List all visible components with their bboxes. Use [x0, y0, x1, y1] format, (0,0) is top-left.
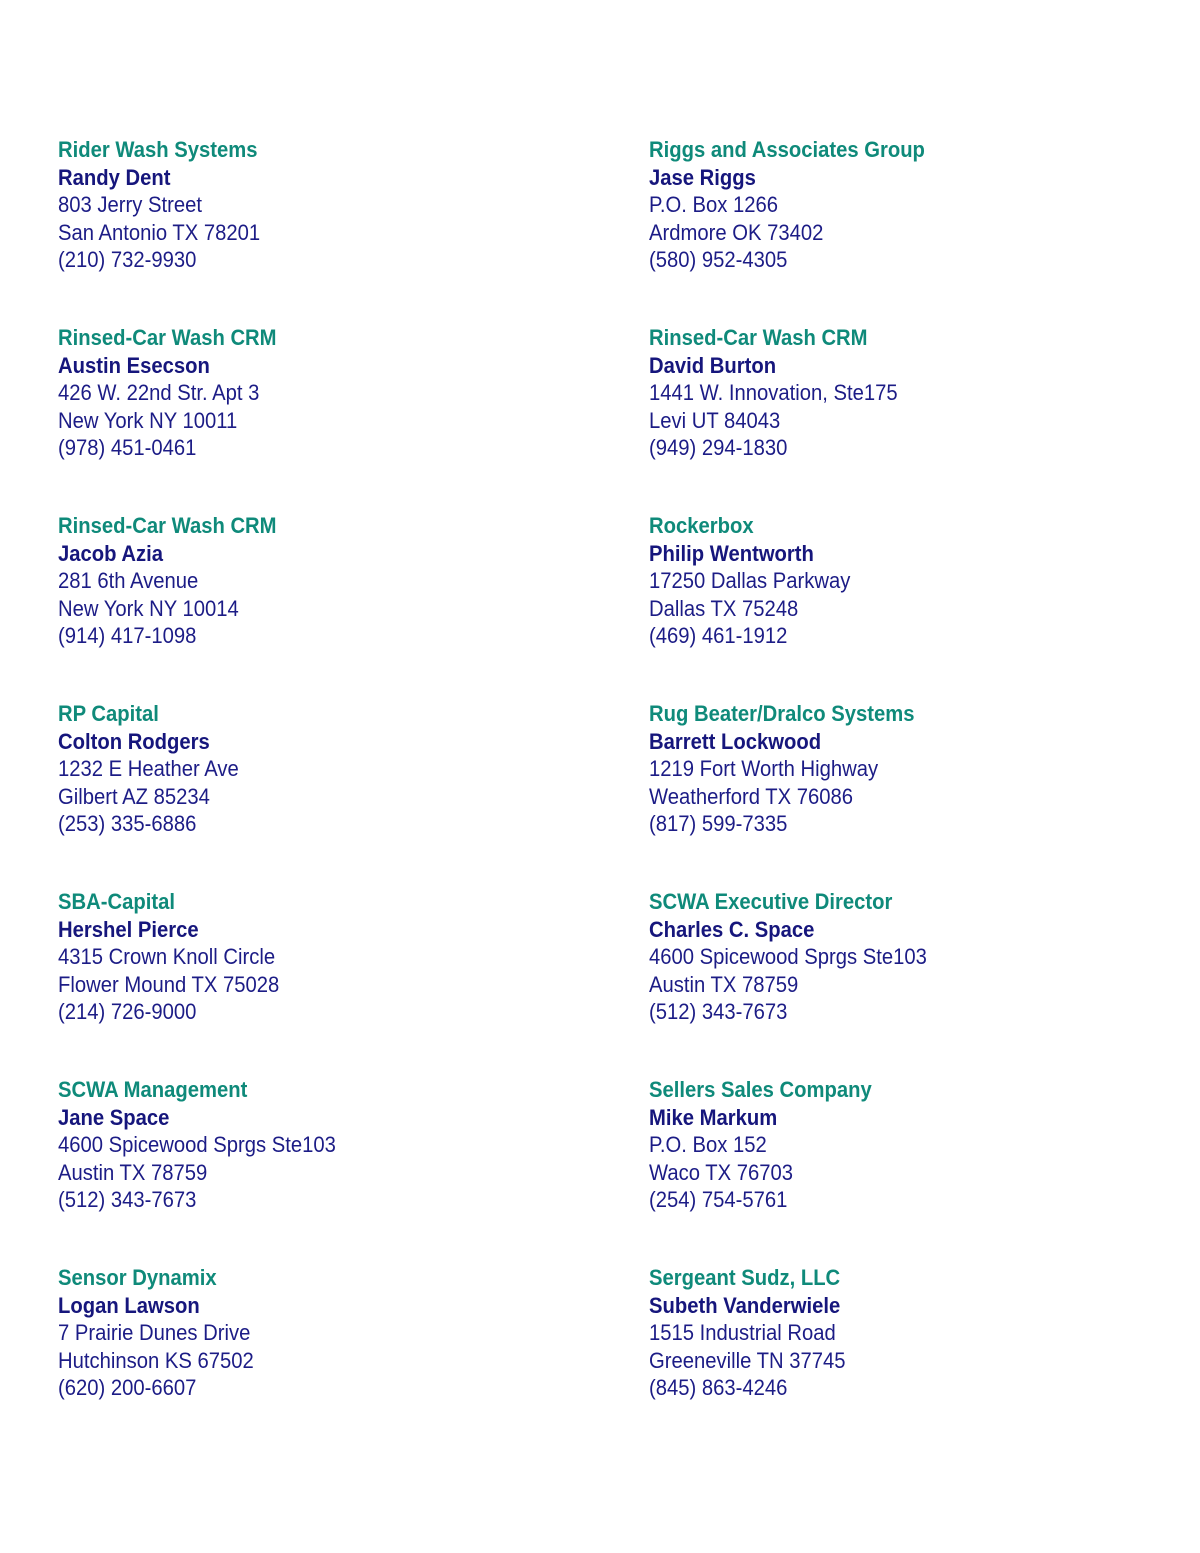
city-state-zip: Austin TX 78759 — [649, 971, 799, 997]
street-address: 4600 Spicewood Sprgs Ste103 — [649, 944, 927, 969]
company-name: Sergeant Sudz, LLC — [649, 1265, 841, 1290]
phone-number: (512) 343-7673 — [649, 999, 788, 1024]
company-name: Rinsed-Car Wash CRM — [58, 513, 277, 538]
phone-number: (214) 726-9000 — [58, 999, 197, 1024]
contact-name: Austin Esecson — [58, 352, 210, 378]
street-address: P.O. Box 152 — [649, 1132, 767, 1157]
contact-name: Jase Riggs — [649, 164, 756, 190]
contact-entry — [649, 136, 1127, 274]
street-address: 1232 E Heather Ave — [58, 756, 239, 781]
company-name: Rider Wash Systems — [58, 137, 258, 162]
street-address: P.O. Box 1266 — [649, 192, 779, 217]
city-state-zip: San Antonio TX 78201 — [58, 219, 261, 245]
contact-name: Jacob Azia — [58, 540, 163, 566]
phone-number: (949) 294-1830 — [649, 435, 788, 460]
street-address: 281 6th Avenue — [58, 568, 199, 593]
street-address: 803 Jerry Street — [58, 192, 202, 217]
street-address: 17250 Dallas Parkway — [649, 568, 851, 593]
contact-name: Charles C. Space — [649, 916, 815, 942]
city-state-zip: Hutchinson KS 67502 — [58, 1347, 254, 1373]
company-name: SBA-Capital — [58, 889, 175, 914]
phone-number: (210) 732-9930 — [58, 247, 197, 272]
city-state-zip: Dallas TX 75248 — [649, 595, 799, 621]
phone-number: (253) 335-6886 — [58, 811, 197, 836]
contact-entry — [649, 888, 1127, 1026]
company-name: Riggs and Associates Group — [649, 137, 925, 162]
phone-number: (580) 952-4305 — [649, 247, 788, 272]
company-name: SCWA Executive Director — [649, 889, 893, 914]
company-name: Rinsed-Car Wash CRM — [58, 325, 277, 350]
contact-name: Mike Markum — [649, 1104, 778, 1130]
contact-name: Colton Rodgers — [58, 728, 210, 754]
contact-name: Logan Lawson — [58, 1292, 200, 1318]
phone-number: (914) 417-1098 — [58, 623, 197, 648]
city-state-zip: Levi UT 84043 — [649, 407, 781, 433]
city-state-zip: Austin TX 78759 — [58, 1159, 208, 1185]
street-address: 1441 W. Innovation, Ste175 — [649, 380, 898, 405]
contact-entry — [58, 1264, 536, 1402]
contact-entry — [58, 1076, 536, 1214]
contact-name: Subeth Vanderwiele — [649, 1292, 841, 1318]
contact-entry — [649, 512, 1127, 650]
contact-entry — [649, 1264, 1127, 1402]
contact-name: Hershel Pierce — [58, 916, 199, 942]
street-address: 1219 Fort Worth Highway — [649, 756, 879, 781]
contact-entry — [58, 512, 536, 650]
company-name: Sellers Sales Company — [649, 1077, 872, 1102]
city-state-zip: Waco TX 76703 — [649, 1159, 794, 1185]
company-name: Rinsed-Car Wash CRM — [649, 325, 868, 350]
city-state-zip: Flower Mound TX 75028 — [58, 971, 280, 997]
phone-number: (845) 863-4246 — [649, 1375, 788, 1400]
contact-entry — [649, 324, 1127, 462]
street-address: 4315 Crown Knoll Circle — [58, 944, 276, 969]
contact-entry — [58, 136, 536, 274]
city-state-zip: New York NY 10011 — [58, 407, 238, 433]
city-state-zip: Ardmore OK 73402 — [649, 219, 824, 245]
city-state-zip: Greeneville TN 37745 — [649, 1347, 846, 1373]
contact-name: Randy Dent — [58, 164, 171, 190]
company-name: RP Capital — [58, 701, 159, 726]
company-name: Rug Beater/Dralco Systems — [649, 701, 915, 726]
phone-number: (254) 754-5761 — [649, 1187, 788, 1212]
contact-entry — [58, 700, 536, 838]
company-name: Sensor Dynamix — [58, 1265, 217, 1290]
phone-number: (620) 200-6607 — [58, 1375, 197, 1400]
contact-name: Barrett Lockwood — [649, 728, 822, 754]
phone-number: (817) 599-7335 — [649, 811, 788, 836]
contact-entry — [649, 700, 1127, 838]
city-state-zip: Gilbert AZ 85234 — [58, 783, 210, 809]
phone-number: (469) 461-1912 — [649, 623, 788, 648]
city-state-zip: Weatherford TX 76086 — [649, 783, 854, 809]
street-address: 426 W. 22nd Str. Apt 3 — [58, 380, 260, 405]
company-name: Rockerbox — [649, 513, 754, 538]
contact-entry — [58, 888, 536, 1026]
contact-name: Philip Wentworth — [649, 540, 814, 566]
phone-number: (978) 451-0461 — [58, 435, 197, 460]
contact-name: David Burton — [649, 352, 777, 378]
street-address: 7 Prairie Dunes Drive — [58, 1320, 251, 1345]
company-name: SCWA Management — [58, 1077, 248, 1102]
contact-entry — [649, 1076, 1127, 1214]
phone-number: (512) 343-7673 — [58, 1187, 197, 1212]
contact-entry — [58, 324, 536, 462]
city-state-zip: New York NY 10014 — [58, 595, 239, 621]
contact-name: Jane Space — [58, 1104, 170, 1130]
street-address: 4600 Spicewood Sprgs Ste103 — [58, 1132, 336, 1157]
street-address: 1515 Industrial Road — [649, 1320, 836, 1345]
